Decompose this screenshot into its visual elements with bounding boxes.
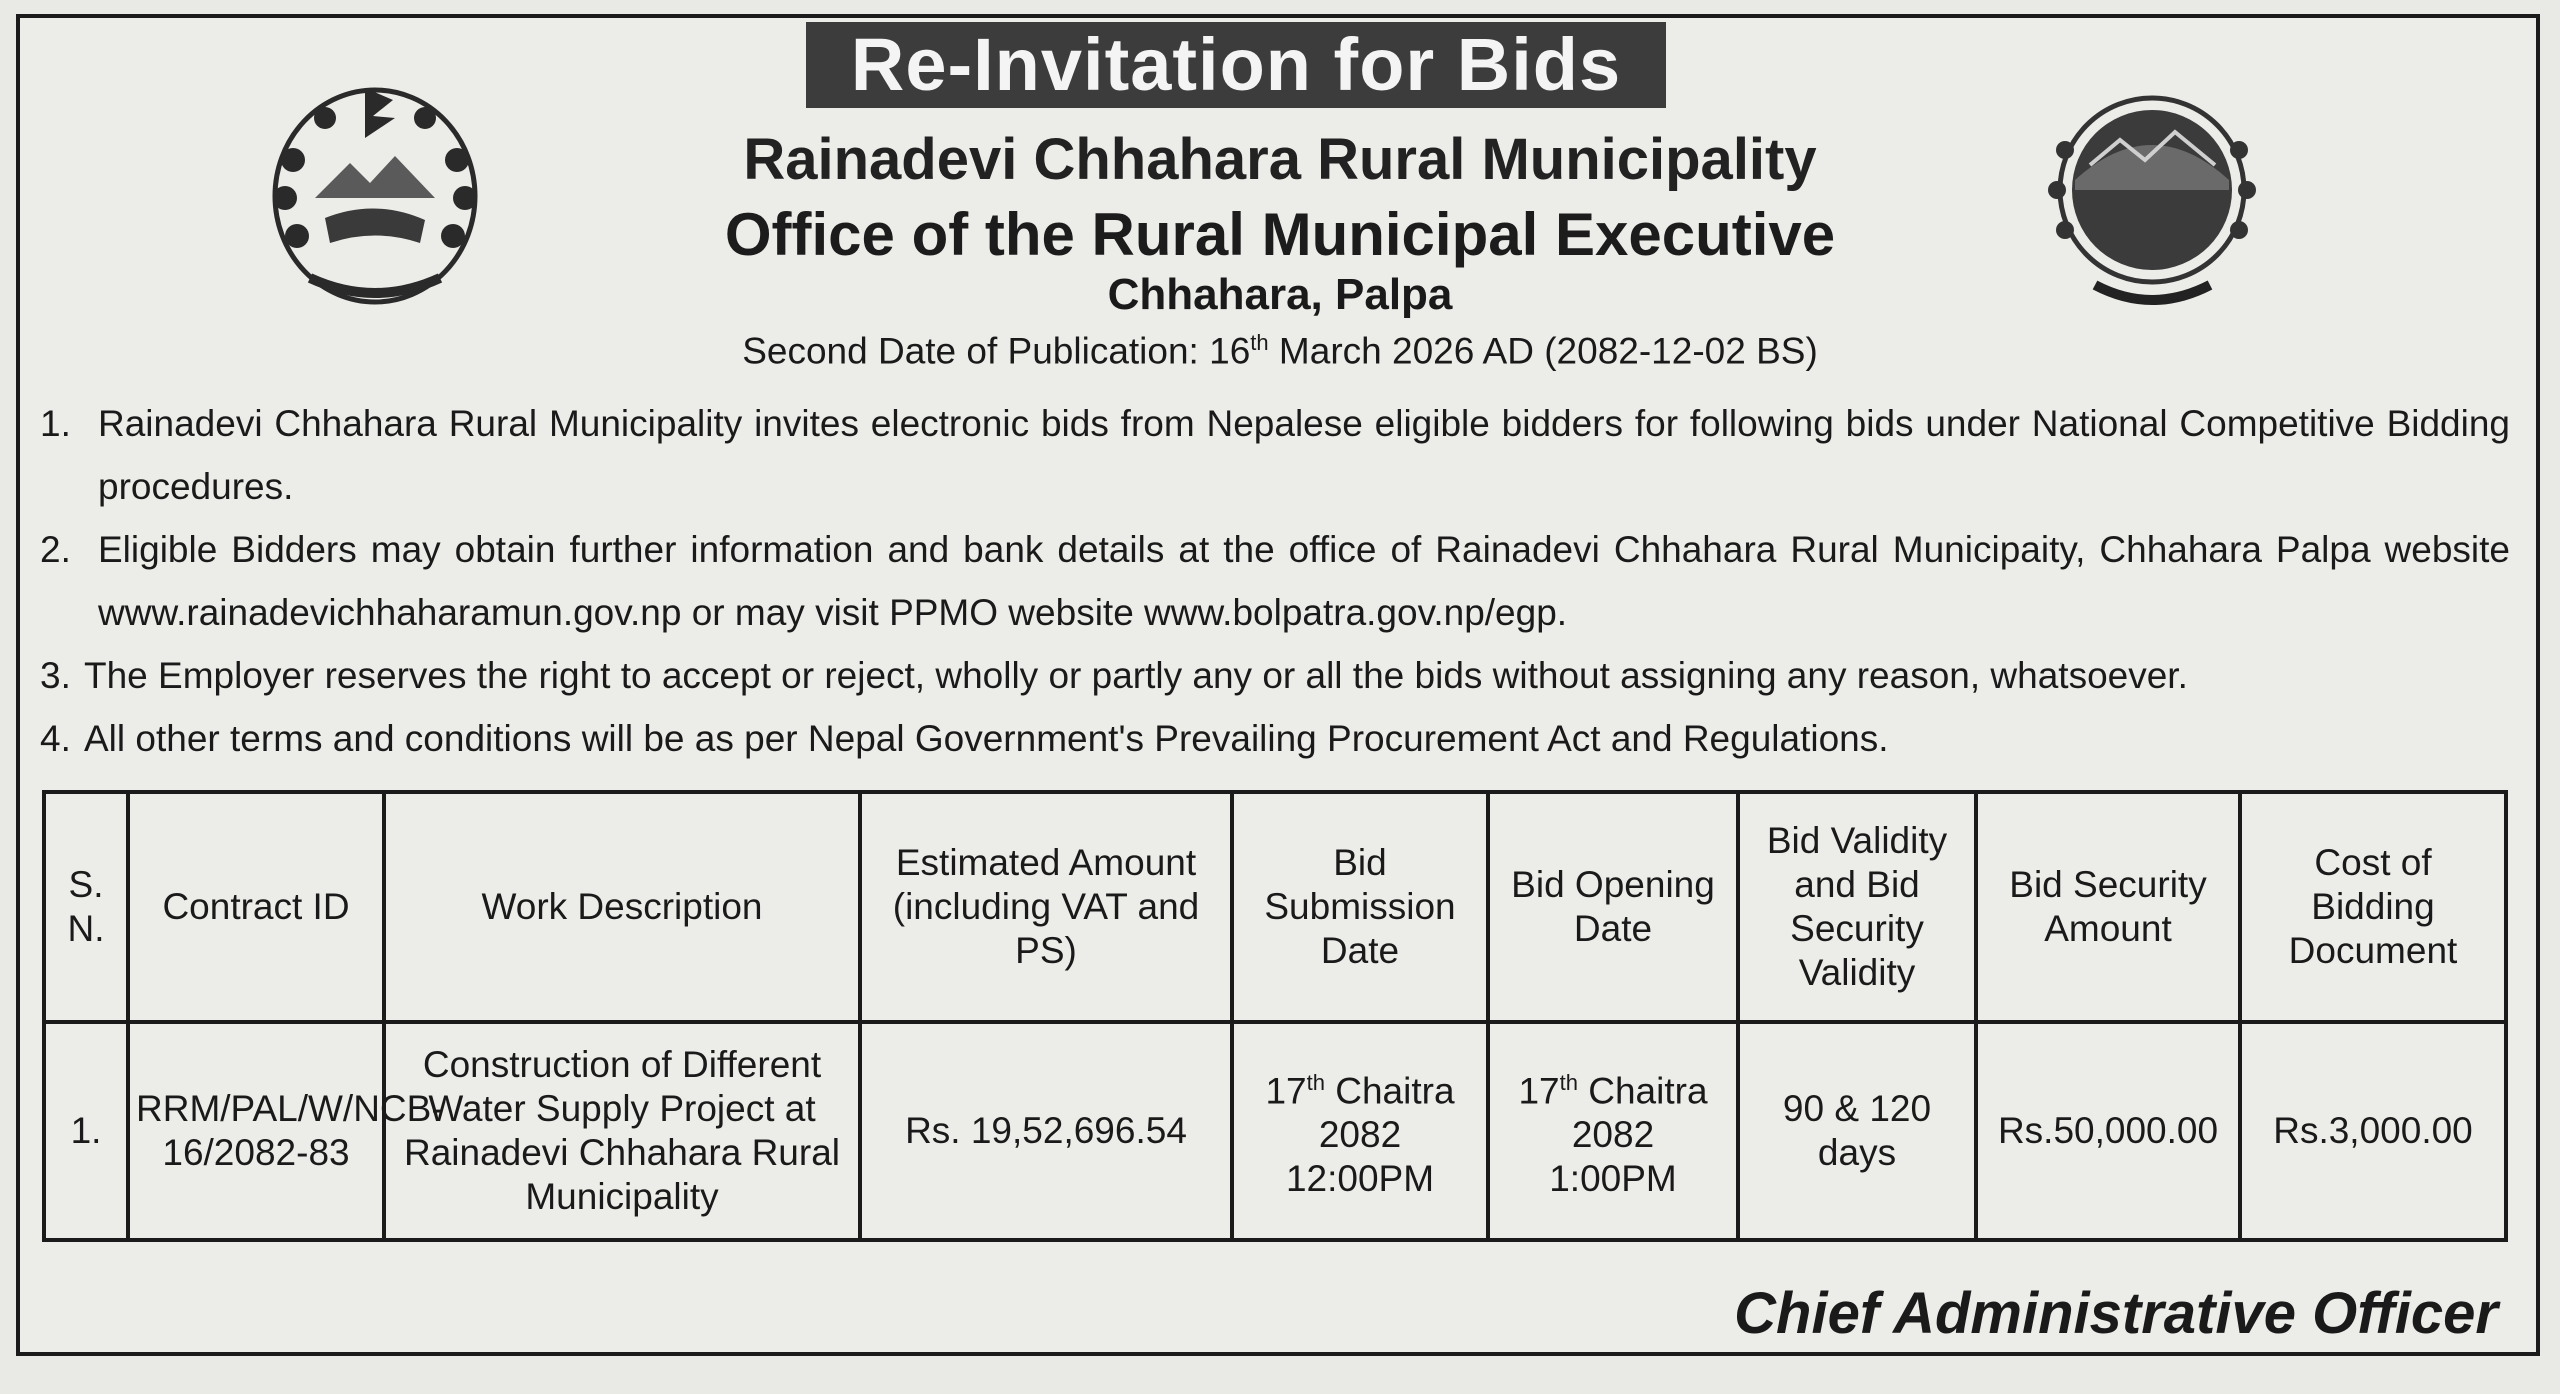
clause-list <box>40 392 2510 770</box>
org-name: Rainadevi Chhahara Rural Municipality <box>743 127 1817 192</box>
office-name: Office of the Rural Municipal Executive <box>724 201 1836 268</box>
cell-document-cost: Rs.3,000.00 <box>2240 1022 2506 1240</box>
office-location: Chhahara, Palpa <box>1107 270 1453 319</box>
clause-text: The Employer reserves the right to accept or reject, wholly or partly any or all the bids without assigning any reason, whatsoever. <box>84 655 2188 696</box>
header-security-amount: Bid Security Amount <box>1976 792 2240 1022</box>
clause-item <box>40 644 2510 707</box>
clause-item <box>40 518 2510 644</box>
header-validity: Bid Validity and Bid Security Validity <box>1738 792 1976 1022</box>
header-work-description: Work Description <box>384 792 860 1022</box>
header-contract-id: Contract ID <box>128 792 384 1022</box>
cell-estimated-amount: Rs. 19,52,696.54 <box>860 1022 1232 1240</box>
clause-text: Eligible Bidders may obtain further information and bank details at the office of Rainadevi Chhahara Rural Municipaity, Chhahara Palpa website www.rainadevichhaharamun.gov.np or may visit PPMO website www.bolpatra.gov.np/egp. <box>98 529 2510 633</box>
clause-item <box>40 707 2510 770</box>
table-header-row <box>44 792 2506 1022</box>
clause-item <box>40 392 2510 518</box>
clause-number: 1. <box>40 403 71 444</box>
notice-title: Re-Invitation for Bids <box>806 22 1666 108</box>
header-estimated-amount: Estimated Amount (including VAT and PS) <box>860 792 1232 1022</box>
clause-text: All other terms and conditions will be as per Nepal Government's Prevailing Procurement Act and Regulations. <box>84 718 1889 759</box>
cell-security-amount: Rs.50,000.00 <box>1976 1022 2240 1240</box>
signature: Chief Administrative Officer <box>1734 1281 2498 1346</box>
clause-number: 2. <box>40 529 71 570</box>
header-opening-date: Bid Opening Date <box>1488 792 1738 1022</box>
cell-sn: 1. <box>44 1022 128 1240</box>
cell-work-description: Construction of Different Water Supply Project at Rainadevi Chhahara Rural Municipality <box>384 1022 860 1240</box>
clause-number: 3. <box>40 655 71 696</box>
cell-opening-date: 17th Chaitra 2082 1:00PM <box>1488 1022 1738 1240</box>
table-row <box>44 1022 2506 1240</box>
clause-number: 4. <box>40 718 71 759</box>
header-document-cost: Cost of Bidding Document <box>2240 792 2506 1022</box>
cell-contract-id: RRM/PAL/W/NCB-16/2082-83 <box>128 1022 384 1240</box>
header-submission-date: Bid Submission Date <box>1232 792 1488 1022</box>
cell-validity: 90 & 120 days <box>1738 1022 1976 1240</box>
header-sn: S. N. <box>44 792 128 1022</box>
clause-text: Rainadevi Chhahara Rural Municipality invites electronic bids from Nepalese eligible bidders for following bids under National Competitive Bidding procedures. <box>98 403 2510 507</box>
publication-date: Second Date of Publication: 16th March 2026 AD (2082-12-02 BS) <box>742 330 1818 372</box>
cell-submission-date: 17th Chaitra 2082 12:00PM <box>1232 1022 1488 1240</box>
bids-table <box>42 790 2508 1242</box>
